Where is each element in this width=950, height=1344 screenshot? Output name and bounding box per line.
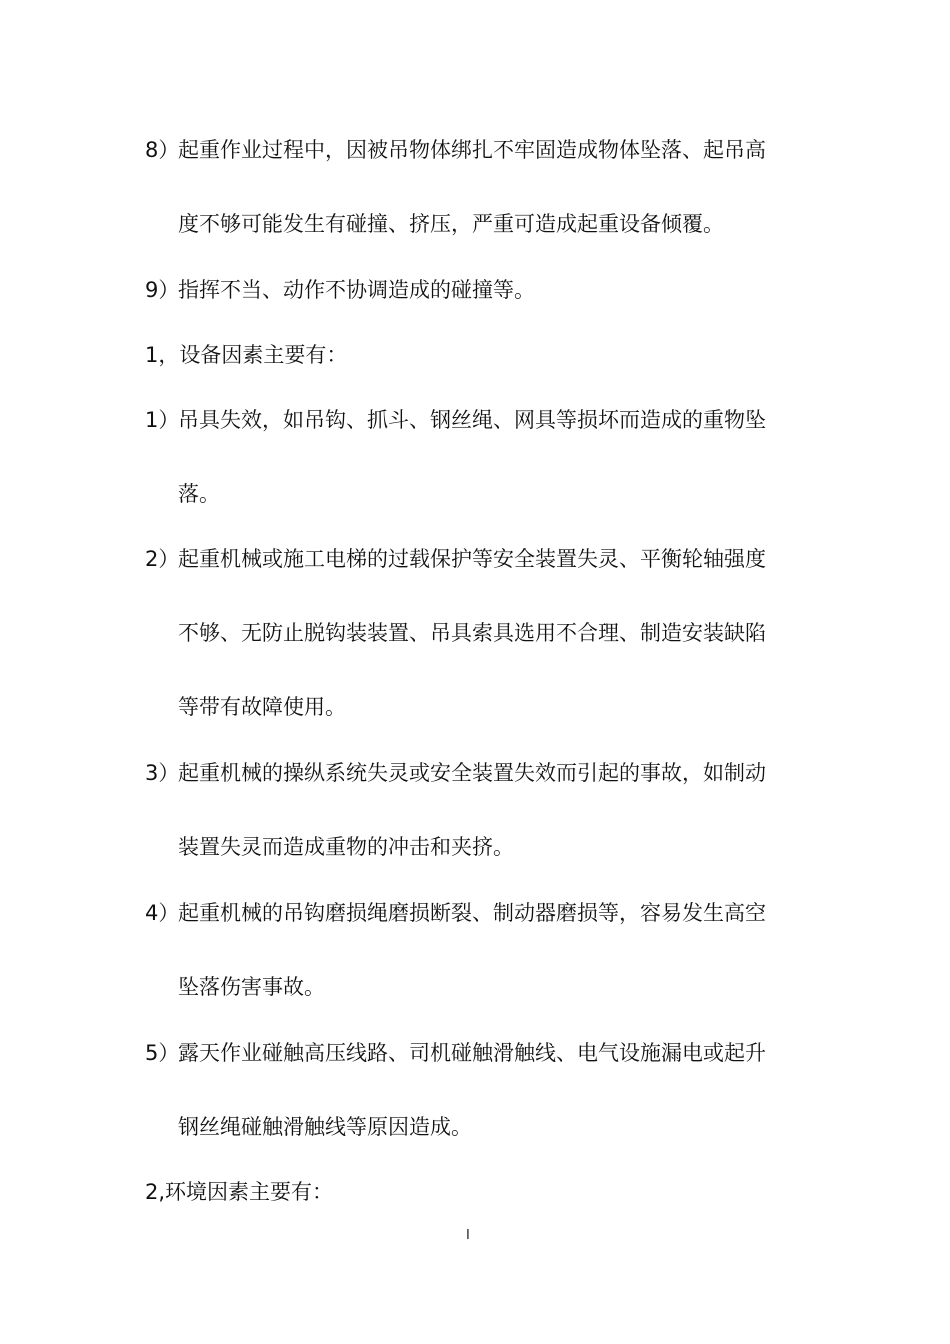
paragraph-line: 起重机械或施工电梯的过载保护等安全装置失灵、平衡轮轴强度 — [178, 547, 766, 571]
paragraph-line: 露天作业碰触高压线路、司机碰触滑触线、电气设施漏电或起升 — [178, 1041, 766, 1065]
page-number: I — [466, 1228, 470, 1243]
list-number: 3） — [145, 761, 180, 785]
list-number: 9） — [145, 278, 180, 302]
paragraph-line: 不够、无防止脱钩装装置、吊具索具选用不合理、制造安装缺陷 — [178, 621, 766, 645]
paragraph-line: 度不够可能发生有碰撞、挤压，严重可造成起重设备倾覆。 — [178, 212, 724, 236]
paragraph-line: 等带有故障使用。 — [178, 695, 346, 719]
list-number: 5） — [145, 1041, 180, 1065]
list-number: 2） — [145, 547, 180, 571]
list-number: 8） — [145, 138, 180, 162]
paragraph-line: 落。 — [178, 482, 220, 506]
paragraph-line: 坠落伤害事故。 — [178, 975, 325, 999]
list-number: 1） — [145, 408, 180, 432]
list-number: 4） — [145, 901, 180, 925]
paragraph-line: 起重机械的操纵系统失灵或安全装置失效而引起的事故，如制动 — [178, 761, 766, 785]
section-heading-equipment: 1，设备因素主要有： — [145, 343, 348, 367]
paragraph-line: 吊具失效，如吊钩、抓斗、钢丝绳、网具等损坏而造成的重物坠 — [178, 408, 766, 432]
section-heading-environment: 2,环境因素主要有： — [145, 1180, 334, 1204]
paragraph-line: 钢丝绳碰触滑触线等原因造成。 — [178, 1115, 472, 1139]
paragraph-line: 指挥不当、动作不协调造成的碰撞等。 — [178, 278, 535, 302]
paragraph-line: 起重机械的吊钩磨损绳磨损断裂、制动器磨损等，容易发生高空 — [178, 901, 766, 925]
paragraph-line: 起重作业过程中，因被吊物体绑扎不牢固造成物体坠落、起吊高 — [178, 138, 766, 162]
paragraph-line: 装置失灵而造成重物的冲击和夹挤。 — [178, 835, 514, 859]
